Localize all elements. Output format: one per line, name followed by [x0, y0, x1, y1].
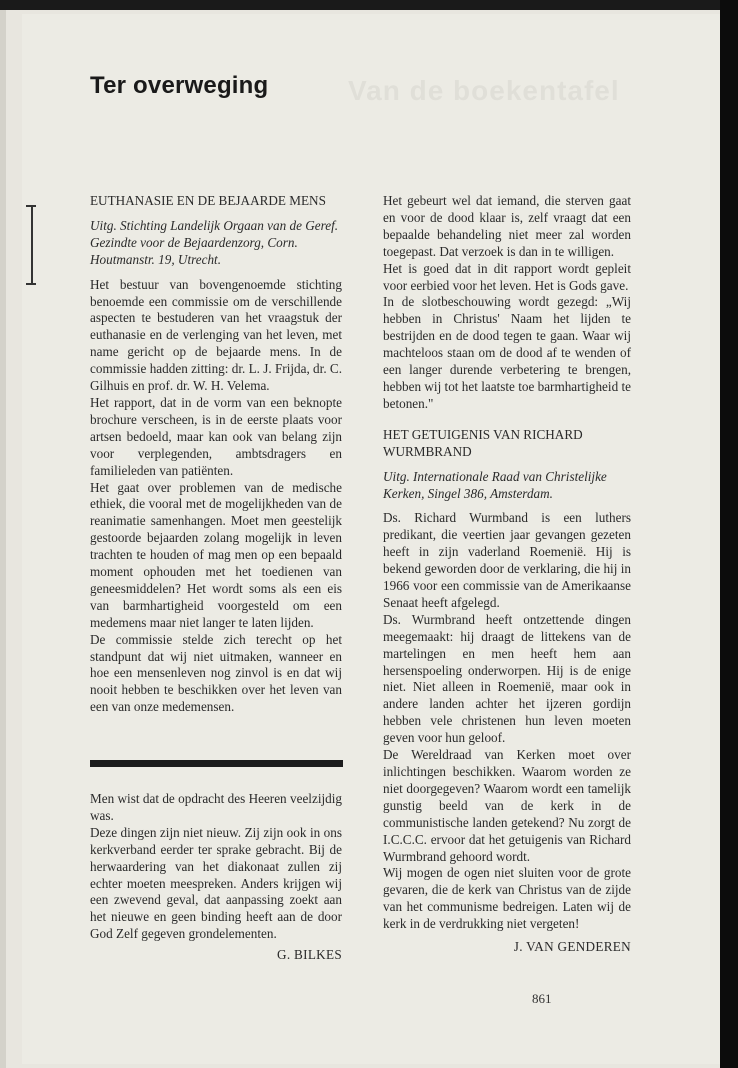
article-paragraph: Men wist dat de opdracht des Heeren veelzijdig was. — [90, 791, 342, 823]
article-paragraph: De commissie stelde zich terecht op het standpunt dat wij niet uitmaken, wanneer en hoe een mensenleven nog zinvol is en dat wij nooit hebben te beschikken over het leven van een van onze medemensen. — [90, 631, 342, 715]
article-paragraph: Deze dingen zijn niet nieuw. Zij zijn ook in ons kerkverband eerder ter sprake gebracht. Bij de herwaardering van het diakonaat zullen zij echter moeten meespreken. Anders krijgen wij een zwevend geval, dat aanpassing zoekt aan het nieuwe en geen binding heeft aan de door God Zelf gegeven grondelementen. — [90, 824, 342, 942]
article-paragraph: Ds. Richard Wurmband is een luthers predikant, die veertien jaar gevangen gezeten heeft in zijn vaderland Roemenië. Hij is bekend geworden door de verklaring, die hij in 1966 voor een commissie van de Amerikaanse Senaat heeft afgelegd. — [383, 510, 631, 610]
margin-mark-bottom — [26, 283, 36, 285]
author-signature: G. BILKES — [277, 947, 342, 963]
article-paragraph: De Wereldraad van Kerken moet over inlichtingen beschikken. Waarom worden ze niet doorgegeven? Waarom wordt een tamelijk gunstig beeld van de kerk in de communistische landen getekend? Nu zorgt de I.C.C.C. ervoor dat het getuigenis van Richard Wurmbrand gehoord wordt. — [383, 747, 631, 864]
article-paragraph: In de slotbeschouwing wordt gezegd: „Wij hebben in Christus' Naam het lijden te bestrijden en de dood tegen te gaan. Waar wij machteloos staan om de dood af te wenden of een langer durende verbetering te brengen, hebben wij tot het laatste toe barmhartigheid te betonen." — [383, 294, 631, 411]
left-column — [90, 193, 342, 716]
left-column-bottom — [90, 791, 342, 964]
article-paragraph: Het gaat over problemen van de medische ethiek, die vooral met de mogelijkheden van de reanimatie samenhangen. Moet men geestelijk gestoorde bejaarden zolang mogelijk in leven trachten te houden of mag men op een bepaald moment ophouden met het toedienen van geneesmiddelen? Het wordt soms als een eis van barmhartigheid voorgesteld om een medemens maar niet langer te laten lijden. — [90, 479, 342, 630]
article-paragraph: Wij mogen de ogen niet sluiten voor de grote gevaren, die de kerk van Christus van de zijde van het communisme bedreigen. Laten wij de kerk in de verdrukking niet vergeten! — [383, 865, 631, 932]
article-publisher: Uitg. Internationale Raad van Christelijke Kerken, Singel 386, Amsterdam. — [383, 468, 607, 501]
article-paragraph: Ds. Wurmbrand heeft ontzettende dingen meegemaakt: hij draagt de littekens van de martelingen en men heeft hem aan hersenspoeling onderworpen. Hij is de enige niet. Niet alleen in Roemenië, maar ook in andere landen achter het ijzeren gordijn hebben vele christenen hun leven moeten geven voor hun geloof. — [383, 611, 631, 746]
article-publisher: Uitg. Stichting Landelijk Orgaan van de Geref. Gezindte voor de Bejaardenzorg, Corn. Houtmanstr. 19, Utrecht. — [90, 217, 339, 267]
margin-mark — [31, 205, 33, 285]
article-paragraph: Het is goed dat in dit rapport wordt gepleit voor eerbied voor het leven. Het is Gods gave. — [383, 260, 631, 293]
section-divider — [90, 760, 343, 767]
right-column — [383, 193, 631, 956]
scan-top-edge — [0, 0, 738, 10]
article-paragraph: Het bestuur van bovengenoemde stichting benoemde een commissie om de verschillende aspecten te bestuderen van het vraagstuk der euthanasie en de verlenging van het leven, met name gericht op de bejaarde mens. In de commissie hadden zitting: dr. L. J. Frijda, dr. C. Gilhuis en prof. dr. W. H. Velema. — [90, 276, 343, 394]
article-paragraph: Het gebeurt wel dat iemand, die sterven gaat en voor de dood klaar is, zelf vraagt dat een bepaalde behandeling niet meer zal worden toegepast. Dat verzoek is dan in te willigen. — [383, 193, 631, 259]
bleed-through-title: Van de boekentafel — [348, 75, 620, 106]
margin-mark-top — [26, 205, 36, 207]
author-signature: J. VAN GENDEREN — [513, 939, 631, 955]
article-heading-wurmbrand: HET GETUIGENIS VAN RICHARD WURMBRAND — [383, 426, 583, 459]
scan-right-edge — [720, 0, 738, 1068]
article-paragraph: Het rapport, dat in de vorm van een beknopte brochure verscheen, is in de eerste plaats voor artsen bedoeld, maar kan ook van belang zijn voor verplegenden, ambtsdragers en familieleden van patiënten. — [90, 394, 342, 478]
scan-left-edge — [0, 0, 6, 1068]
page-number: 861 — [532, 991, 552, 1006]
article-heading-euthanasie: EUTHANASIE EN DE BEJAARDE MENS — [90, 193, 326, 208]
page-title: Ter overweging — [90, 72, 269, 99]
